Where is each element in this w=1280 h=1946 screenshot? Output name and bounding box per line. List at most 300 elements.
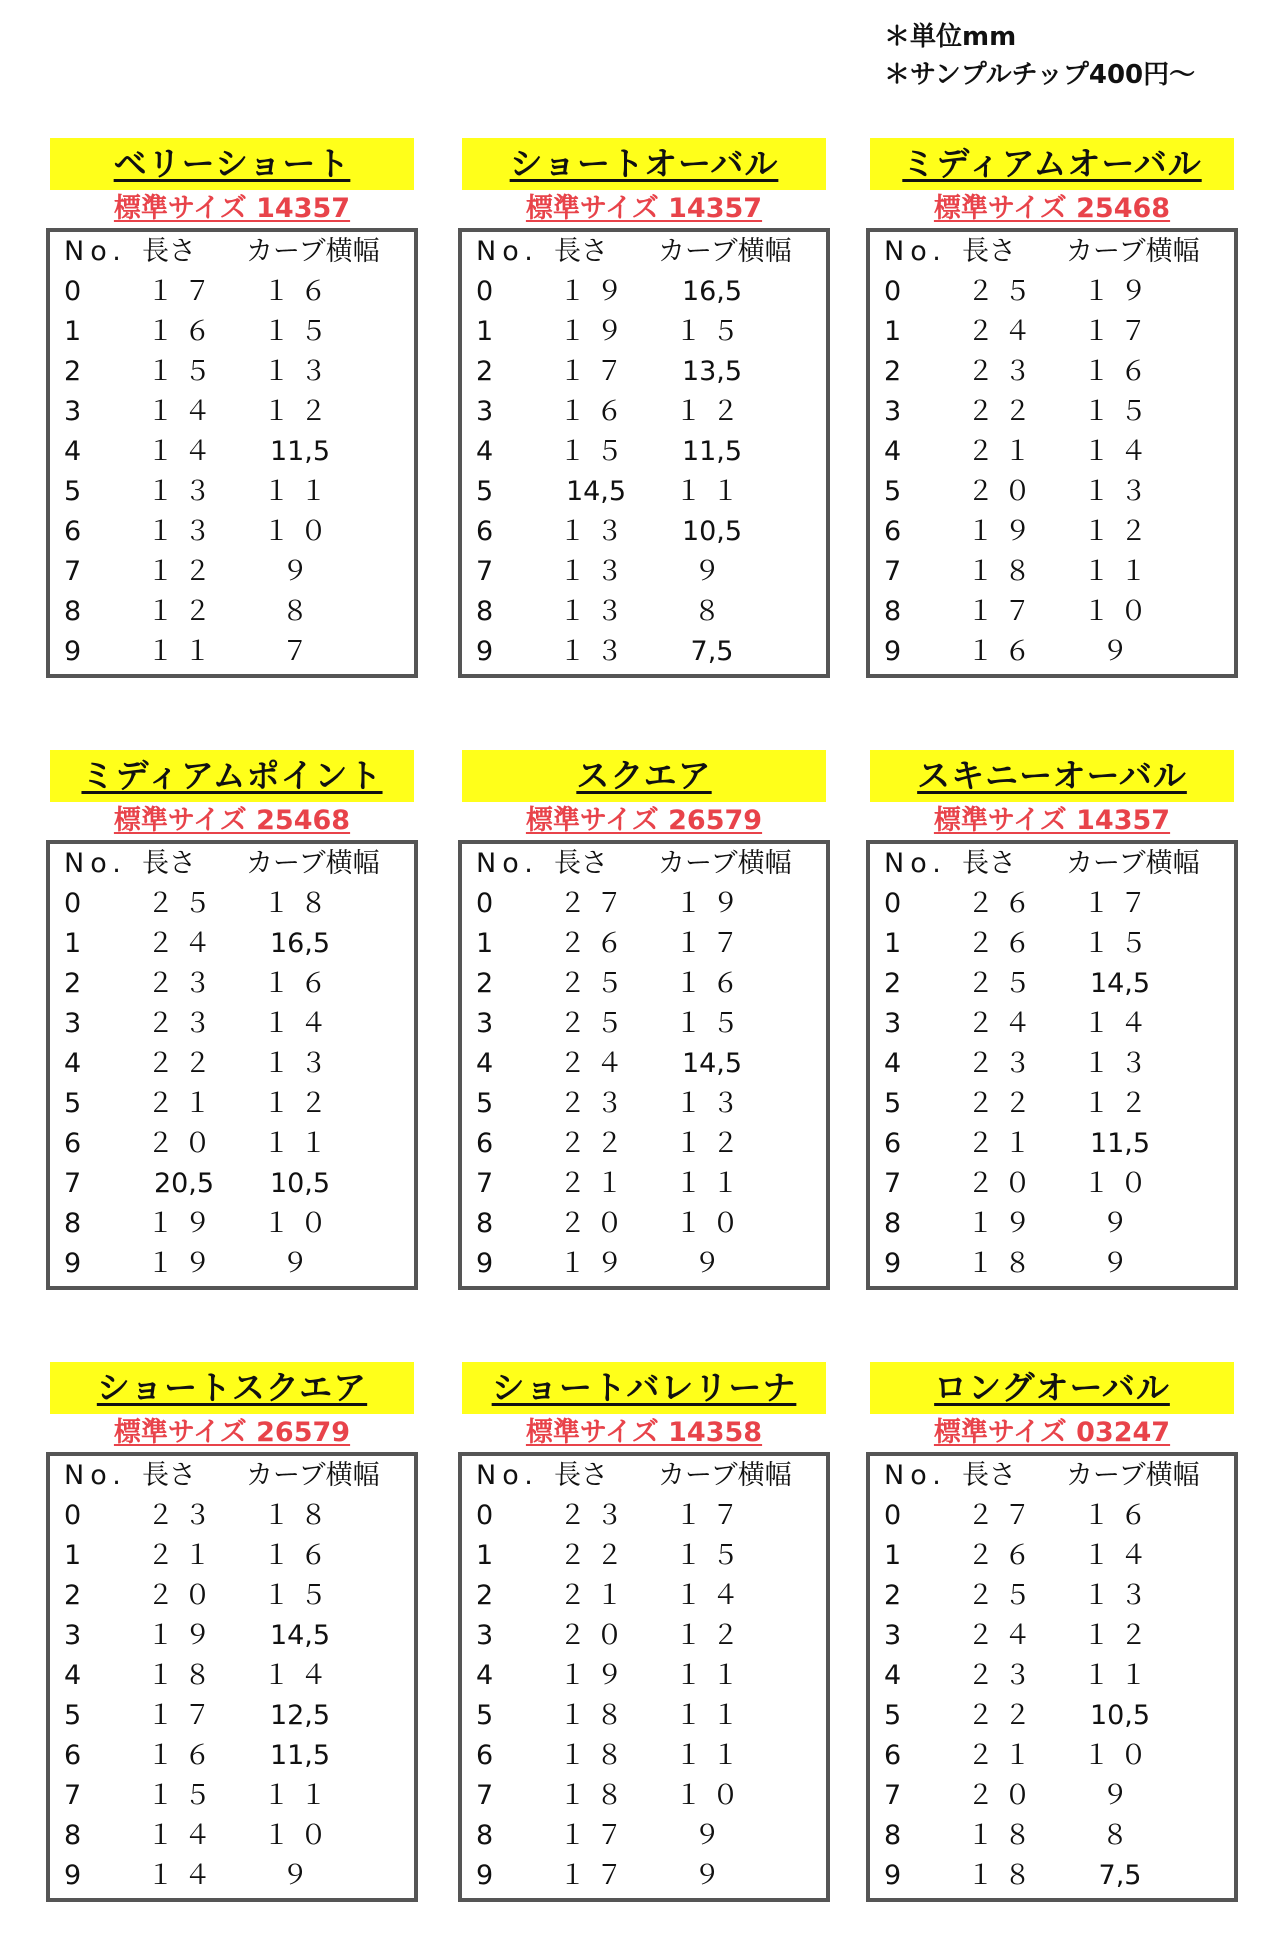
row-length: ２６: [559, 928, 633, 959]
row-length: １９: [559, 316, 633, 347]
row-no: 3: [476, 1620, 494, 1651]
row-curve: ９: [1101, 1248, 1139, 1279]
row-no: 5: [476, 1700, 494, 1731]
table-row: [50, 1696, 414, 1736]
header-curve: カーブ横幅: [246, 1460, 380, 1491]
row-no: 4: [64, 1048, 82, 1079]
row-length: １７: [559, 1820, 633, 1851]
table-header: [50, 844, 414, 884]
table-row: [50, 1656, 414, 1696]
row-length: ２３: [559, 1088, 633, 1119]
row-no: 8: [884, 596, 902, 627]
row-length: １４: [147, 1820, 221, 1851]
table-row: [870, 1496, 1234, 1536]
table-row: [462, 1776, 826, 1816]
row-length: １７: [559, 356, 633, 387]
row-curve: １１: [263, 476, 337, 507]
row-length: １８: [967, 556, 1041, 587]
row-curve: ８: [693, 596, 731, 627]
header-no: No.: [476, 1460, 539, 1491]
table-row: [50, 1164, 414, 1204]
row-length: １９: [559, 1660, 633, 1691]
table-row: [870, 1124, 1234, 1164]
row-no: 0: [884, 888, 902, 919]
row-no: 4: [64, 436, 82, 467]
table-row: [870, 392, 1234, 432]
row-length: ２２: [559, 1128, 633, 1159]
table-header: [870, 844, 1234, 884]
row-length: １４: [147, 436, 221, 467]
row-no: 8: [884, 1820, 902, 1851]
card-title: スキニーオーバル: [870, 750, 1234, 802]
row-length: ２３: [147, 1500, 221, 1531]
row-length: １８: [967, 1248, 1041, 1279]
standard-size: 標準サイズ 26579: [525, 805, 763, 836]
row-curve: ８: [281, 596, 319, 627]
table-row: [50, 1204, 414, 1244]
row-no: 4: [884, 1048, 902, 1079]
table-row: [870, 1776, 1234, 1816]
row-no: 0: [476, 1500, 494, 1531]
table-row: [870, 1244, 1234, 1284]
table-row: [462, 592, 826, 632]
card-title: ショートオーバル: [462, 138, 826, 190]
size-table: [458, 228, 830, 678]
size-table: [46, 228, 418, 678]
row-curve: １１: [675, 1660, 749, 1691]
row-curve: 14,5: [269, 1620, 331, 1651]
table-row: [50, 312, 414, 352]
row-length: １９: [559, 1248, 633, 1279]
row-curve: ９: [1101, 1208, 1139, 1239]
row-curve: ９: [1101, 1780, 1139, 1811]
header-length: 長さ: [142, 1460, 196, 1491]
row-curve: 14,5: [1089, 968, 1151, 999]
row-no: 6: [884, 1740, 902, 1771]
row-curve: １９: [1083, 276, 1157, 307]
row-curve: １１: [263, 1780, 337, 1811]
card-title: ショートスクエア: [50, 1362, 414, 1414]
table-row: [50, 1576, 414, 1616]
size-table: [46, 840, 418, 1290]
row-curve: １２: [675, 1620, 749, 1651]
standard-size: 標準サイズ 14357: [525, 193, 763, 224]
row-length: １８: [967, 1860, 1041, 1891]
row-curve: １１: [675, 1168, 749, 1199]
table-row: [870, 1536, 1234, 1576]
row-length: ２４: [559, 1048, 633, 1079]
row-length: １９: [147, 1208, 221, 1239]
row-no: 1: [884, 928, 902, 959]
row-no: 2: [476, 356, 494, 387]
header-curve: カーブ横幅: [658, 236, 792, 267]
row-curve: １６: [263, 1540, 337, 1571]
row-no: 8: [476, 1820, 494, 1851]
table-row: [462, 1536, 826, 1576]
row-length: １１: [147, 636, 221, 667]
table-header: [50, 1456, 414, 1496]
row-length: １８: [559, 1780, 633, 1811]
row-length: １６: [147, 316, 221, 347]
row-curve: １９: [675, 888, 749, 919]
row-curve: １３: [1083, 1580, 1157, 1611]
row-no: 8: [884, 1208, 902, 1239]
row-length: ２７: [559, 888, 633, 919]
row-no: 2: [884, 356, 902, 387]
row-length: ２１: [967, 1128, 1041, 1159]
table-row: [462, 312, 826, 352]
row-length: ２０: [559, 1620, 633, 1651]
row-curve: １６: [675, 968, 749, 999]
row-no: 2: [64, 1580, 82, 1611]
table-row: [462, 1856, 826, 1896]
card-title: ショートバレリーナ: [462, 1362, 826, 1414]
row-curve: １５: [263, 316, 337, 347]
table-row: [50, 1084, 414, 1124]
row-no: 6: [884, 1128, 902, 1159]
table-row: [50, 352, 414, 392]
row-curve: １３: [1083, 1048, 1157, 1079]
table-row: [50, 1776, 414, 1816]
standard-size: 標準サイズ 14357: [933, 805, 1171, 836]
size-table: [458, 1452, 830, 1902]
row-curve: １２: [675, 396, 749, 427]
row-curve: １０: [263, 516, 337, 547]
row-no: 5: [64, 1088, 82, 1119]
table-row: [50, 1244, 414, 1284]
row-length: １８: [559, 1740, 633, 1771]
header-no: No.: [884, 236, 947, 267]
row-curve: ９: [281, 1248, 319, 1279]
row-no: 9: [476, 1860, 494, 1891]
row-curve: １５: [675, 1540, 749, 1571]
table-row: [50, 592, 414, 632]
table-row: [870, 352, 1234, 392]
table-row: [870, 1816, 1234, 1856]
row-curve: １１: [1083, 556, 1157, 587]
row-length: １８: [967, 1820, 1041, 1851]
row-length: ２３: [967, 1660, 1041, 1691]
header-no: No.: [64, 236, 127, 267]
row-curve: １１: [263, 1128, 337, 1159]
row-curve: 7,5: [1098, 1860, 1142, 1891]
row-length: １３: [559, 636, 633, 667]
row-no: 8: [64, 596, 82, 627]
row-length: ２１: [559, 1580, 633, 1611]
row-length: ２２: [967, 1088, 1041, 1119]
row-curve: １７: [1083, 888, 1157, 919]
row-curve: １０: [1083, 596, 1157, 627]
row-no: 5: [884, 476, 902, 507]
row-curve: １６: [1083, 1500, 1157, 1531]
table-row: [50, 924, 414, 964]
table-row: [50, 884, 414, 924]
row-length: ２５: [147, 888, 221, 919]
table-row: [50, 1616, 414, 1656]
header-no: No.: [884, 848, 947, 879]
row-curve: １０: [263, 1820, 337, 1851]
row-no: 7: [884, 1780, 902, 1811]
row-length: １４: [147, 1860, 221, 1891]
row-no: 6: [64, 1128, 82, 1159]
row-curve: ９: [281, 556, 319, 587]
row-no: 9: [476, 1248, 494, 1279]
table-row: [870, 512, 1234, 552]
row-length: ２３: [967, 1048, 1041, 1079]
table-row: [50, 552, 414, 592]
row-no: 0: [64, 276, 82, 307]
row-curve: 7,5: [690, 636, 734, 667]
header-length: 長さ: [142, 236, 196, 267]
header-curve: カーブ横幅: [658, 1460, 792, 1491]
table-row: [870, 632, 1234, 672]
row-no: 9: [64, 1860, 82, 1891]
table-row: [870, 1616, 1234, 1656]
header-no: No.: [64, 1460, 127, 1491]
row-no: 5: [476, 476, 494, 507]
row-length: ２０: [559, 1208, 633, 1239]
row-length: １６: [967, 636, 1041, 667]
header-no: No.: [64, 848, 127, 879]
row-no: 1: [884, 316, 902, 347]
row-curve: １３: [263, 356, 337, 387]
table-row: [462, 1124, 826, 1164]
row-length: ２６: [967, 888, 1041, 919]
row-curve: １０: [1083, 1168, 1157, 1199]
header-length: 長さ: [554, 848, 608, 879]
row-curve: 12,5: [269, 1700, 331, 1731]
row-curve: 11,5: [269, 1740, 331, 1771]
row-length: ２１: [559, 1168, 633, 1199]
row-length: １６: [147, 1740, 221, 1771]
row-length: ２２: [147, 1048, 221, 1079]
table-header: [462, 844, 826, 884]
row-length: ２３: [559, 1500, 633, 1531]
row-curve: 10,5: [1089, 1700, 1151, 1731]
table-row: [462, 1204, 826, 1244]
row-curve: １５: [675, 1008, 749, 1039]
table-row: [462, 884, 826, 924]
row-curve: １３: [1083, 476, 1157, 507]
table-row: [870, 1656, 1234, 1696]
sample-note: ＊サンプルチップ400円〜: [884, 60, 1196, 90]
row-length: ２１: [147, 1088, 221, 1119]
row-length: １３: [559, 596, 633, 627]
standard-size: 標準サイズ 14357: [113, 193, 351, 224]
row-no: 0: [64, 1500, 82, 1531]
row-length: １９: [967, 1208, 1041, 1239]
row-curve: １７: [675, 928, 749, 959]
table-row: [870, 312, 1234, 352]
table-row: [462, 1816, 826, 1856]
row-curve: １４: [1083, 1008, 1157, 1039]
row-length: １３: [147, 516, 221, 547]
table-row: [462, 472, 826, 512]
row-curve: １２: [263, 1088, 337, 1119]
row-curve: ８: [1101, 1820, 1139, 1851]
row-curve: １２: [1083, 516, 1157, 547]
row-curve: １０: [1083, 1740, 1157, 1771]
table-header: [462, 1456, 826, 1496]
row-length: ２４: [967, 1008, 1041, 1039]
row-no: 0: [64, 888, 82, 919]
table-row: [870, 1204, 1234, 1244]
row-curve: 13,5: [681, 356, 743, 387]
table-row: [870, 884, 1234, 924]
table-row: [870, 272, 1234, 312]
row-curve: １６: [263, 968, 337, 999]
row-length: １９: [147, 1248, 221, 1279]
row-curve: １８: [263, 1500, 337, 1531]
table-row: [50, 1816, 414, 1856]
header-curve: カーブ横幅: [1066, 236, 1200, 267]
table-row: [462, 1164, 826, 1204]
header-curve: カーブ横幅: [1066, 848, 1200, 879]
row-length: １４: [147, 396, 221, 427]
row-curve: １７: [1083, 316, 1157, 347]
header-length: 長さ: [142, 848, 196, 879]
row-no: 4: [884, 1660, 902, 1691]
table-row: [462, 1656, 826, 1696]
row-no: 1: [476, 316, 494, 347]
row-length: 20,5: [153, 1168, 215, 1199]
row-length: １２: [147, 596, 221, 627]
row-no: 3: [64, 1620, 82, 1651]
row-length: １５: [147, 356, 221, 387]
table-row: [462, 1576, 826, 1616]
table-row: [462, 272, 826, 312]
row-no: 2: [476, 1580, 494, 1611]
row-no: 3: [884, 1620, 902, 1651]
table-row: [462, 924, 826, 964]
card-title: ロングオーバル: [870, 1362, 1234, 1414]
row-no: 1: [476, 1540, 494, 1571]
row-no: 4: [476, 1660, 494, 1691]
row-no: 5: [884, 1088, 902, 1119]
row-curve: １２: [1083, 1620, 1157, 1651]
row-no: 9: [884, 1248, 902, 1279]
row-curve: １１: [1083, 1660, 1157, 1691]
standard-size: 標準サイズ 14358: [525, 1417, 763, 1448]
header-length: 長さ: [962, 236, 1016, 267]
table-row: [870, 1696, 1234, 1736]
row-curve: ９: [281, 1860, 319, 1891]
row-no: 6: [476, 1740, 494, 1771]
header-curve: カーブ横幅: [246, 848, 380, 879]
row-curve: １１: [675, 1740, 749, 1771]
row-length: １３: [559, 556, 633, 587]
row-no: 1: [884, 1540, 902, 1571]
row-curve: １５: [675, 316, 749, 347]
size-table: [46, 1452, 418, 1902]
row-curve: １５: [1083, 928, 1157, 959]
table-row: [50, 1124, 414, 1164]
row-length: １８: [147, 1660, 221, 1691]
table-row: [50, 472, 414, 512]
table-row: [50, 1736, 414, 1776]
row-no: 2: [476, 968, 494, 999]
table-row: [50, 1536, 414, 1576]
row-length: ２３: [147, 1008, 221, 1039]
row-no: 1: [476, 928, 494, 959]
card-title: スクエア: [462, 750, 826, 802]
standard-size: 標準サイズ 03247: [933, 1417, 1171, 1448]
row-curve: １５: [263, 1580, 337, 1611]
row-curve: １１: [675, 1700, 749, 1731]
notes: [884, 18, 1195, 94]
row-no: 2: [884, 968, 902, 999]
row-length: １７: [147, 1700, 221, 1731]
table-row: [462, 512, 826, 552]
table-row: [870, 472, 1234, 512]
row-length: １９: [967, 516, 1041, 547]
row-length: ２３: [147, 968, 221, 999]
row-length: １７: [147, 276, 221, 307]
table-header: [870, 232, 1234, 272]
row-length: １３: [559, 516, 633, 547]
row-curve: １２: [1083, 1088, 1157, 1119]
standard-size: 標準サイズ 26579: [113, 1417, 351, 1448]
row-no: 7: [476, 1780, 494, 1811]
row-no: 0: [476, 276, 494, 307]
row-curve: １３: [263, 1048, 337, 1079]
table-row: [870, 552, 1234, 592]
row-no: 2: [64, 968, 82, 999]
size-table: [866, 1452, 1238, 1902]
row-no: 0: [884, 276, 902, 307]
table-row: [50, 1856, 414, 1896]
row-curve: 11,5: [269, 436, 331, 467]
row-length: ２１: [967, 1740, 1041, 1771]
table-header: [50, 232, 414, 272]
table-row: [50, 392, 414, 432]
row-length: ２３: [967, 356, 1041, 387]
row-curve: ９: [693, 1860, 731, 1891]
row-no: 5: [476, 1088, 494, 1119]
row-no: 1: [64, 928, 82, 959]
row-length: ２６: [967, 928, 1041, 959]
row-curve: 11,5: [1089, 1128, 1151, 1159]
table-row: [50, 432, 414, 472]
table-row: [50, 632, 414, 672]
row-length: 14,5: [565, 476, 627, 507]
row-no: 7: [64, 1780, 82, 1811]
table-row: [870, 1004, 1234, 1044]
table-row: [870, 964, 1234, 1004]
row-no: 3: [884, 1008, 902, 1039]
table-row: [462, 1696, 826, 1736]
row-no: 9: [64, 1248, 82, 1279]
row-length: ２４: [147, 928, 221, 959]
row-curve: １３: [675, 1088, 749, 1119]
header-curve: カーブ横幅: [246, 236, 380, 267]
row-no: 7: [476, 556, 494, 587]
row-curve: １８: [263, 888, 337, 919]
header-no: No.: [884, 1460, 947, 1491]
table-row: [870, 1576, 1234, 1616]
row-no: 1: [64, 316, 82, 347]
table-header: [462, 232, 826, 272]
row-curve: ９: [693, 556, 731, 587]
row-no: 8: [64, 1820, 82, 1851]
row-length: ２６: [967, 1540, 1041, 1571]
row-length: ２５: [559, 1008, 633, 1039]
row-curve: １４: [263, 1660, 337, 1691]
table-row: [870, 1856, 1234, 1896]
standard-size: 標準サイズ 25468: [933, 193, 1171, 224]
row-length: １２: [147, 556, 221, 587]
row-length: １９: [147, 1620, 221, 1651]
